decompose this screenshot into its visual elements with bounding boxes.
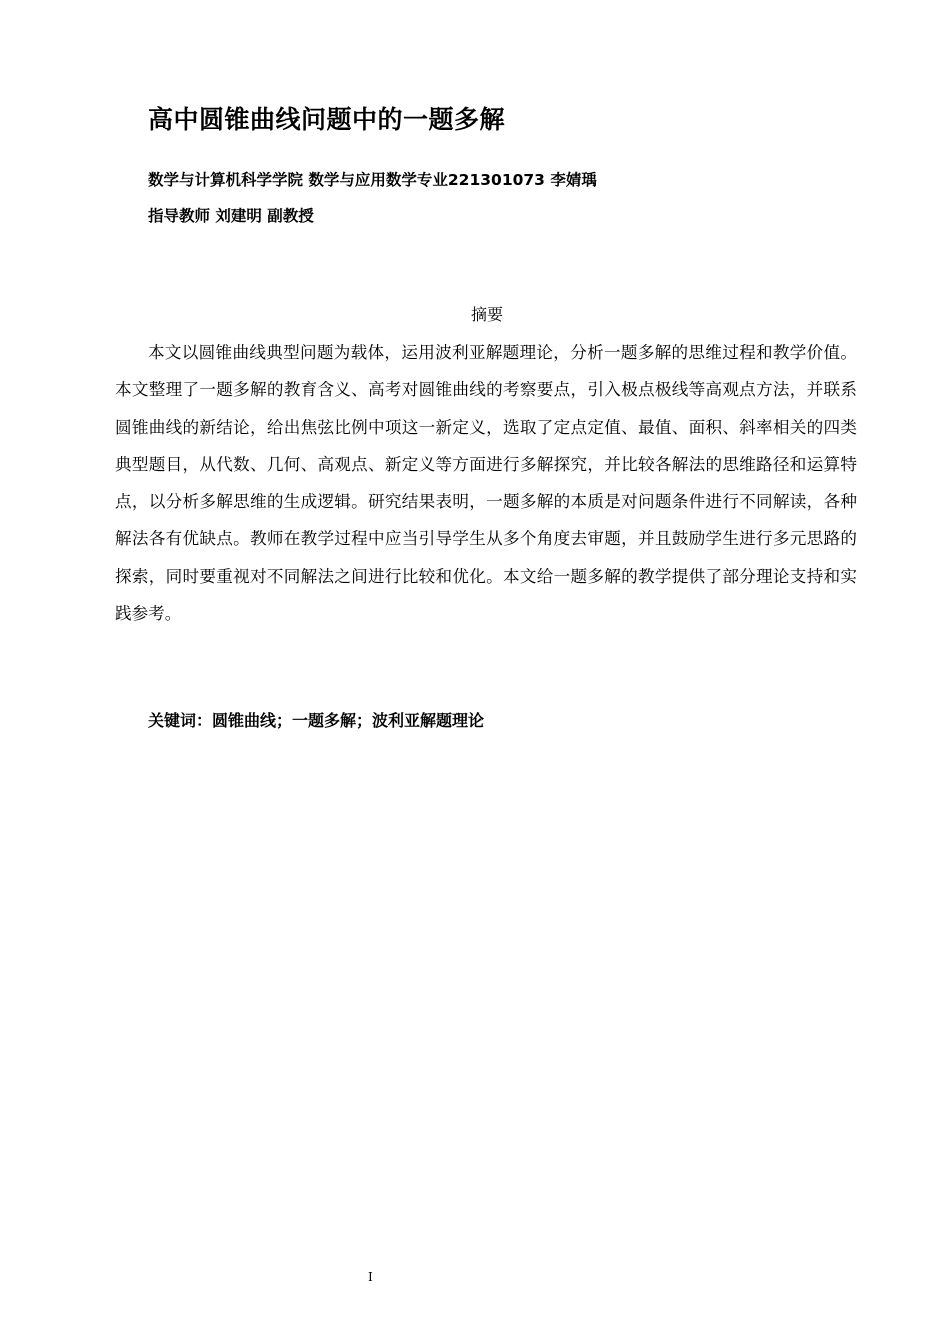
paper-title: 高中圆锥曲线问题中的一题多解 <box>148 105 506 134</box>
page-number: I <box>368 1270 373 1284</box>
abstract-heading: 摘要 <box>470 305 503 324</box>
advisor-line: 指导教师 刘建明 副教授 <box>148 207 314 225</box>
keywords: 关键词：圆锥曲线；一题多解；波利亚解题理论 <box>148 711 485 730</box>
author-affiliation: 数学与计算机科学学院 数学与应用数学专业221301073 李婧瑀 <box>148 171 597 189</box>
abstract-body: 本文以圆锥曲线典型问题为载体，运用波利亚解题理论，分析一题多解的思维过程和教学价值。本文整理了一题多解的教育含义、高考对圆锥曲线的考察要点，引入极点极线等高观点方法，并联系圆锥曲线的新结论，给出焦弦比例中项这一新定义，选取了定点定值、最值、面积、斜率相关的四类典型题目，从代数、几何、高观点、新定义等方面进行多解探究，并比较各解法的思维路径和运算特点，以分析多解思维的生成逻辑。研究结果表明，一题多解的本质是对问题条件进行不同解读，各种解法各有优缺点。教师在教学过程中应当引导学生从多个角度去审题，并且鼓励学生进行多元思路的探索，同时要重视对不同解法之间进行比较和优化。本文给一题多解的教学提供了部分理论支持和实践参考。 <box>115 343 857 624</box>
